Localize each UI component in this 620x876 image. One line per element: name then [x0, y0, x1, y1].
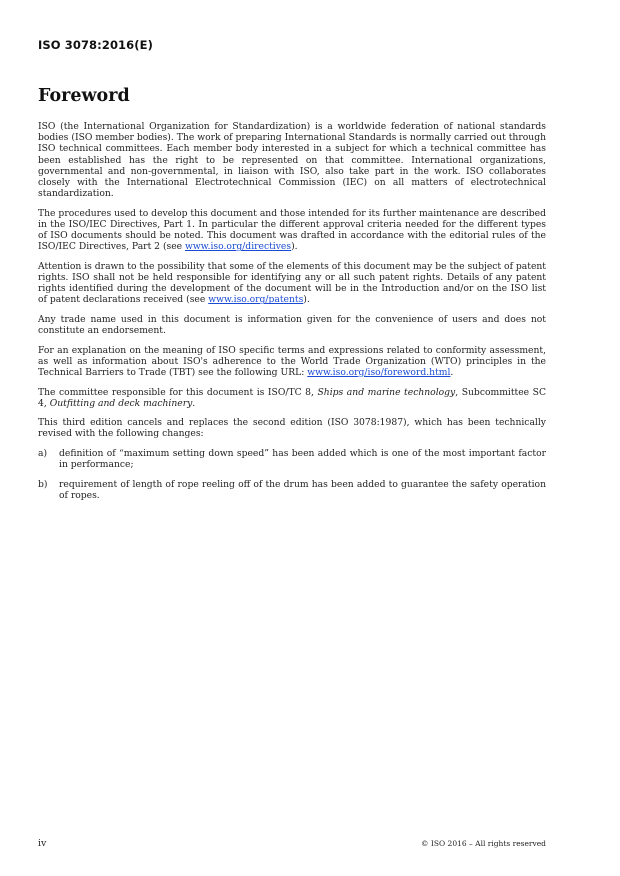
list-marker: a): [38, 447, 48, 459]
foreword-link[interactable]: www.iso.org/iso/foreword.html: [307, 367, 451, 379]
copyright-notice: © ISO 2016 – All rights reserved: [421, 839, 546, 848]
paragraph-trade-name: Any trade name used in this document is information given for the convenience of users and does not constitute an endorsement.: [38, 313, 546, 337]
paragraph-procedures: The procedures used to develop this document and those intended for its further maintenance are described in the ISO/IEC Directives, Part 1. In particular the different approval criteria needed for the different types of ISO documents should be noted. This document was drafted in accordance with the editorial rules of the ISO/IEC Directives, Part 2 (see www.iso.org/directives).: [38, 207, 546, 253]
page-title: Foreword: [38, 86, 130, 106]
foreword-body: [38, 121, 546, 509]
list-marker: b): [38, 478, 48, 490]
paragraph-committee: The committee responsible for this document is ISO/TC 8, Ships and marine technology, Subcommittee SC 4, Outfitting and deck machinery.: [38, 386, 546, 409]
document-id: ISO 3078:2016(E): [38, 38, 153, 52]
list-item-text: definition of “maximum setting down speed” has been added which is one of the most important factor in performance;: [59, 447, 546, 471]
subcommittee-name: Outfitting and deck machinery: [49, 397, 193, 409]
list-item: [38, 448, 546, 470]
paragraph-patents: Attention is drawn to the possibility that some of the elements of this document may be the subject of patent rights. ISO shall not be held responsible for identifying any or all such patent rights. Details of any patent rights identified during the development of the document will be in the Introduction and/or on the ISO list of patent declarations received (see www.iso.org/patents).: [38, 260, 546, 306]
committee-name: Ships and marine technology: [317, 386, 456, 398]
paragraph-conformity: For an explanation on the meaning of ISO specific terms and expressions related to conformity assessment, as well as information about ISO's adherence to the World Trade Organization (WTO) principles in the Technical Barriers to Trade (TBT) see the following URL: www.iso.org/iso/foreword.html.: [38, 344, 546, 379]
patents-link[interactable]: www.iso.org/patents: [208, 294, 304, 306]
paragraph-edition: This third edition cancels and replaces the second edition (ISO 3078:1987), which has been technically revised with the following changes:: [38, 417, 546, 440]
paragraph-iso-intro: ISO (the International Organization for Standardization) is a worldwide federation of national standards bodies (ISO member bodies). The work of preparing International Standards is normally carried out through ISO technical committees. Each member body interested in a subject for which a technical committee has been established has the right to be represented on that committee. International organizations, governmental and non-governmental, in liaison with ISO, also take part in the work. ISO collaborates closely with the International Electrotechnical Commission (IEC) on all matters of electrotechnical standardization.: [38, 121, 546, 200]
directives-link[interactable]: www.iso.org/directives: [185, 241, 292, 253]
list-item-text: requirement of length of rope reeling off of the drum has been added to guarantee the safety operation of ropes.: [59, 478, 546, 501]
list-item: [38, 479, 546, 501]
page-number: iv: [38, 838, 47, 849]
